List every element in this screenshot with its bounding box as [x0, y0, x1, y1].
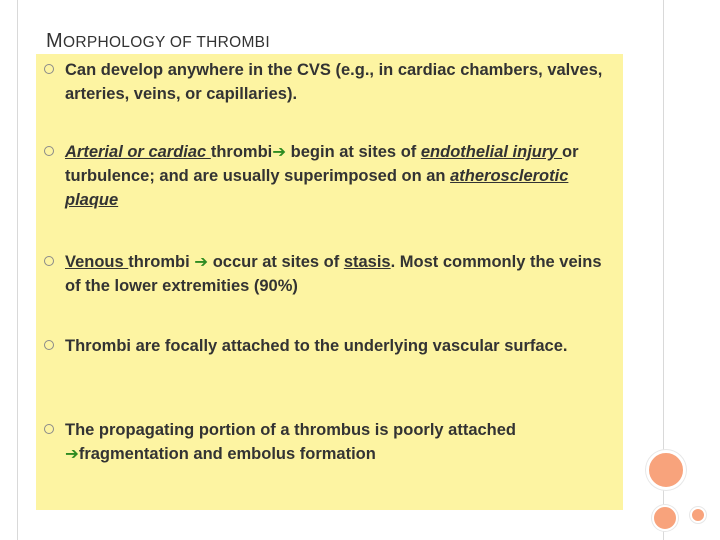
bullet-3-emphasis: stasis [343, 253, 391, 271]
bullet-5-lead: The propagating portion of a thrombus is poorly attached [65, 421, 517, 439]
bullet-2-lead-word: thrombi [210, 143, 273, 161]
right-arrow-icon: ➔ [272, 143, 287, 161]
bullet-3-middle: occur at sites of [208, 253, 344, 271]
right-arrow-icon: ➔ [194, 253, 209, 271]
bullet-text-2 [65, 140, 617, 212]
left-border-line [17, 0, 18, 540]
bullet-text-5 [65, 418, 617, 466]
bullet-3-lead-phrase: Venous [65, 253, 129, 271]
bullet-5-tail: fragmentation and embolus formation [78, 445, 376, 463]
bullet-text-3 [65, 250, 617, 298]
bullet-2-middle: begin at sites of [286, 143, 421, 161]
circle-bullet-icon [44, 256, 54, 266]
title-first-letter: M [46, 30, 63, 52]
slide-title [46, 30, 270, 53]
bullet-2-emphasis-1: endothelial injury [420, 143, 563, 161]
bullet-text-4: Thrombi are focally attached to the underlying vascular surface. [65, 337, 568, 355]
decor-circle-large [646, 450, 686, 490]
bullet-2-middle-2: or turbulence; and are usually superimposed on an [65, 143, 579, 185]
circle-bullet-icon [44, 424, 54, 434]
circle-bullet-icon [44, 340, 54, 350]
decor-circle-medium [652, 505, 678, 531]
title-rest: ORPHOLOGY OF THROMBI [62, 34, 270, 51]
content-box [36, 54, 623, 510]
bullet-2-lead-phrase: Arterial or cardiac [65, 143, 211, 161]
circle-bullet-icon [44, 64, 54, 74]
right-arrow-icon: ➔ [65, 445, 79, 463]
decor-circle-small [690, 507, 706, 523]
bullet-2-emphasis-2: atherosclerotic plaque [65, 167, 569, 209]
bullet-3-tail: . Most commonly the veins of the lower extremities (90%) [65, 253, 602, 295]
bullet-3-lead-word: thrombi [128, 253, 195, 271]
bullet-text-1: Can develop anywhere in the CVS (e.g., in cardiac chambers, valves, arteries, veins, or capillaries). [65, 61, 603, 103]
circle-bullet-icon [44, 146, 54, 156]
